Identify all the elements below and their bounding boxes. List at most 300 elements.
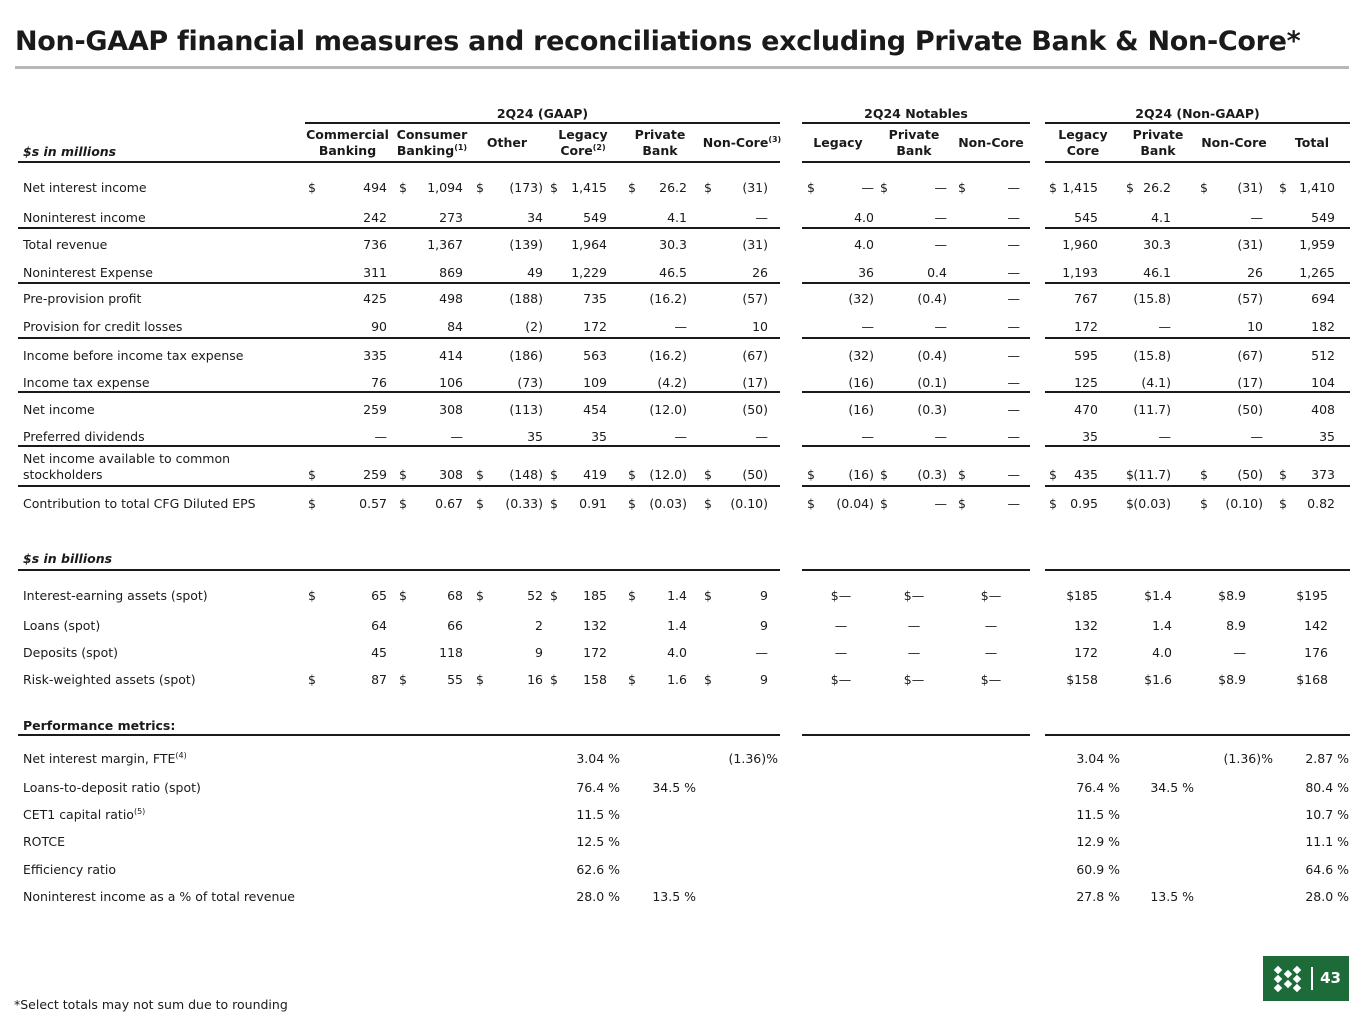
table-cell: 4.1: [1151, 210, 1171, 225]
table-cell: 419: [583, 467, 607, 482]
table-cell: (173): [509, 180, 543, 195]
table-cell: (31): [742, 180, 768, 195]
rule-after-noninterest-income-1: [802, 227, 1030, 229]
table-cell: 4.0: [854, 237, 874, 252]
table-cell: (1.36)%: [1223, 751, 1273, 766]
table-cell: 0.91: [579, 496, 607, 511]
dollar-sign: $: [1200, 180, 1208, 195]
dollar-sign: $: [550, 588, 558, 603]
table-cell: 767: [1074, 291, 1098, 306]
dollar-sign: $: [704, 467, 712, 482]
table-cell: —: [934, 210, 947, 225]
dollar-sign: $: [628, 180, 636, 195]
row-label: Net interest income: [23, 180, 147, 195]
table-cell: (31): [742, 237, 768, 252]
dollar-sign: $: [550, 467, 558, 482]
dollar-sign: $: [958, 467, 966, 482]
table-cell: (15.8): [1133, 348, 1171, 363]
table-cell: (67): [1237, 348, 1263, 363]
table-cell: 132: [1074, 618, 1098, 633]
table-cell: 4.0: [854, 210, 874, 225]
citizens-logo-icon: [1273, 965, 1303, 993]
table-cell: 34.5 %: [1150, 780, 1194, 795]
dollar-sign: $: [476, 467, 484, 482]
table-cell: 595: [1074, 348, 1098, 363]
dollar-sign: $: [807, 467, 815, 482]
group-nongaap-underline: [1045, 122, 1350, 124]
table-cell: —: [861, 429, 874, 444]
page-number: 43: [1320, 969, 1341, 987]
table-cell: 64.6 %: [1305, 862, 1349, 877]
table-cell: (16): [848, 467, 874, 482]
table-cell: (12.0): [649, 402, 687, 417]
table-cell: 76.4 %: [1076, 780, 1120, 795]
table-cell: 0.67: [435, 496, 463, 511]
table-cell: 34: [527, 210, 543, 225]
billions-header-rule-2: [1045, 569, 1350, 571]
table-cell: 1,410: [1299, 180, 1335, 195]
table-cell: (50): [742, 467, 768, 482]
table-cell: 46.1: [1143, 265, 1171, 280]
table-cell: 65: [371, 588, 387, 603]
table-cell: (31): [1237, 180, 1263, 195]
table-cell: 435: [1074, 467, 1098, 482]
col-notables-private-bank: Private Bank: [888, 127, 940, 158]
table-cell: $1.6: [1144, 672, 1172, 687]
table-cell: (0.10): [730, 496, 768, 511]
table-cell: (0.3): [917, 402, 947, 417]
table-cell: 1,415: [571, 180, 607, 195]
table-cell: $—: [903, 672, 925, 687]
table-cell: —: [1007, 467, 1020, 482]
col-notables-legacy: Legacy: [813, 135, 863, 150]
table-cell: (1.36)%: [728, 751, 778, 766]
units-billions-label: $s in billions: [23, 551, 113, 566]
table-cell: 52: [527, 588, 543, 603]
dollar-sign: $: [807, 180, 815, 195]
table-cell: 1.4: [667, 618, 687, 633]
col-ng-legacy-core: Legacy Core: [1058, 127, 1108, 158]
table-cell: 176: [1304, 645, 1328, 660]
table-cell: (73): [517, 375, 543, 390]
row-label-text: Noninterest income as a % of total revenue: [23, 889, 295, 904]
table-cell: —: [834, 645, 848, 660]
table-cell: 1,367: [427, 237, 463, 252]
table-cell: 512: [1311, 348, 1335, 363]
table-cell: 11.5 %: [576, 807, 620, 822]
table-cell: 28.0 %: [1305, 889, 1349, 904]
table-cell: 185: [583, 588, 607, 603]
col-other: Other: [486, 135, 528, 150]
rule-after-noninterest-expense-2: [1045, 282, 1350, 284]
table-cell: 12.9 %: [1076, 834, 1120, 849]
row-label: Total revenue: [23, 237, 108, 252]
dollar-sign: $: [1279, 180, 1287, 195]
rule-after-tax-0: [18, 391, 780, 393]
table-cell: 1,094: [427, 180, 463, 195]
dollar-sign: $: [308, 588, 316, 603]
dollar-sign: $: [880, 180, 888, 195]
table-cell: 0.82: [1307, 496, 1335, 511]
table-cell: 4.1: [667, 210, 687, 225]
dollar-sign: $: [628, 588, 636, 603]
table-cell: $8.9: [1218, 672, 1246, 687]
table-cell: —: [934, 496, 947, 511]
table-cell: (4.1): [1141, 375, 1171, 390]
table-cell: —: [984, 645, 998, 660]
table-cell: (0.10): [1225, 496, 1263, 511]
dollar-sign: $: [880, 496, 888, 511]
col-commercial-banking: Commercial Banking: [306, 127, 389, 158]
footnote-ref: (4): [175, 750, 187, 760]
table-cell: 1.4: [667, 588, 687, 603]
row-label: Noninterest Expense: [23, 265, 153, 280]
table-cell: 1,959: [1299, 237, 1335, 252]
table-cell: $158: [1066, 672, 1098, 687]
table-cell: 494: [363, 180, 387, 195]
billions-header-rule-1: [802, 569, 1030, 571]
table-cell: 35: [1319, 429, 1335, 444]
row-label: [23, 751, 187, 766]
dollar-sign: $: [308, 672, 316, 687]
table-cell: 4.0: [667, 645, 687, 660]
brand-logo: [1263, 956, 1349, 1001]
table-cell: 55: [447, 672, 463, 687]
table-cell: 172: [1074, 319, 1098, 334]
table-cell: 30.3: [659, 237, 687, 252]
table-cell: —: [1250, 429, 1263, 444]
table-cell: 3.04 %: [1076, 751, 1120, 766]
perf-header-rule-2: [1045, 734, 1350, 736]
rule-after-preferred-1: [802, 445, 1030, 447]
dollar-sign: $: [399, 496, 407, 511]
table-cell: 45: [371, 645, 387, 660]
group-notables: 2Q24 Notables: [864, 106, 968, 121]
table-cell: 132: [583, 618, 607, 633]
table-cell: 46.5: [659, 265, 687, 280]
dollar-sign: $: [628, 467, 636, 482]
units-label: $s in millions: [23, 144, 117, 159]
table-cell: —: [1007, 319, 1020, 334]
table-cell: (17): [1237, 375, 1263, 390]
row-label: [23, 834, 65, 849]
dollar-sign: $: [1126, 496, 1134, 511]
table-cell: 109: [583, 375, 607, 390]
table-cell: —: [755, 645, 768, 660]
table-cell: 694: [1311, 291, 1335, 306]
table-cell: —: [934, 237, 947, 252]
dollar-sign: $: [1126, 180, 1134, 195]
table-cell: (50): [742, 402, 768, 417]
col-ng-non-core: Non-Core: [1201, 135, 1267, 150]
table-cell: 11.1 %: [1305, 834, 1349, 849]
table-cell: (32): [848, 291, 874, 306]
row-label: Noninterest income: [23, 210, 146, 225]
group-notables-underline: [802, 122, 1030, 124]
dollar-sign: $: [308, 496, 316, 511]
rule-after-tax-1: [802, 391, 1030, 393]
dollar-sign: $: [880, 467, 888, 482]
table-cell: 308: [439, 402, 463, 417]
table-cell: 9: [760, 588, 768, 603]
table-cell: 4.0: [1152, 645, 1172, 660]
dollar-sign: $: [1279, 496, 1287, 511]
table-cell: 35: [591, 429, 607, 444]
logo-separator: [1311, 967, 1313, 990]
table-cell: (16): [848, 402, 874, 417]
table-cell: 66: [447, 618, 463, 633]
row-label-text: Efficiency ratio: [23, 862, 117, 877]
table-cell: —: [1250, 210, 1263, 225]
dollar-sign: $: [628, 672, 636, 687]
table-cell: 10: [752, 319, 768, 334]
table-cell: 0.57: [359, 496, 387, 511]
table-cell: (0.33): [505, 496, 543, 511]
table-cell: 76: [371, 375, 387, 390]
table-cell: $—: [830, 672, 852, 687]
table-cell: 1,229: [571, 265, 607, 280]
col-private-bank: Private Bank: [634, 127, 686, 158]
table-cell: (139): [509, 237, 543, 252]
table-cell: (148): [509, 467, 543, 482]
table-cell: —: [1007, 402, 1020, 417]
table-cell: —: [1233, 645, 1246, 660]
table-cell: 0.4: [927, 265, 947, 280]
dollar-sign: $: [1049, 496, 1057, 511]
table-cell: 36: [858, 265, 874, 280]
dollar-sign: $: [704, 672, 712, 687]
table-cell: 10.7 %: [1305, 807, 1349, 822]
table-cell: 9: [535, 645, 543, 660]
row-label-text: Net interest margin, FTE: [23, 751, 176, 766]
table-cell: $—: [980, 672, 1002, 687]
rule-after-available-1: [802, 485, 1030, 487]
col-legacy-core: Legacy Core$^{(2)}$: [558, 127, 608, 158]
rule-after-available-0: [18, 485, 780, 487]
table-cell: 182: [1311, 319, 1335, 334]
table-cell: (16): [848, 375, 874, 390]
rule-after-provision-2: [1045, 337, 1350, 339]
table-cell: (11.7): [1133, 467, 1171, 482]
dollar-sign: $: [958, 180, 966, 195]
footnote-ref: (5): [133, 806, 146, 816]
table-cell: —: [907, 645, 921, 660]
table-cell: (57): [742, 291, 768, 306]
perf-header-rule-1: [802, 734, 1030, 736]
table-cell: 26: [752, 265, 768, 280]
dollar-sign: $: [1279, 467, 1287, 482]
table-cell: 273: [439, 210, 463, 225]
row-label: Pre-provision profit: [23, 291, 142, 306]
table-cell: —: [1007, 265, 1020, 280]
table-cell: 9: [760, 672, 768, 687]
header-rule-0: [18, 161, 780, 163]
table-cell: $195: [1296, 588, 1328, 603]
table-cell: 125: [1074, 375, 1098, 390]
table-cell: (0.4): [917, 348, 947, 363]
table-cell: 373: [1311, 467, 1335, 482]
table-cell: $—: [980, 588, 1002, 603]
performance-metrics-label: Performance metrics:: [23, 718, 176, 733]
table-cell: (186): [509, 348, 543, 363]
dollar-sign: $: [704, 588, 712, 603]
col-ng-total: Total: [1294, 135, 1330, 150]
rule-after-preferred-2: [1045, 445, 1350, 447]
table-cell: 26.2: [1143, 180, 1171, 195]
row-label: Net income: [23, 402, 95, 417]
table-cell: 335: [363, 348, 387, 363]
dollar-sign: $: [476, 588, 484, 603]
header-rule-2: [1045, 161, 1350, 163]
table-cell: —: [755, 429, 768, 444]
dollar-sign: $: [1126, 467, 1134, 482]
table-cell: $1.4: [1144, 588, 1172, 603]
table-cell: (50): [1237, 402, 1263, 417]
dollar-sign: $: [1200, 467, 1208, 482]
table-cell: $168: [1296, 672, 1328, 687]
table-cell: 26.2: [659, 180, 687, 195]
table-cell: (32): [848, 348, 874, 363]
table-cell: 142: [1304, 618, 1328, 633]
dollar-sign: $: [308, 180, 316, 195]
table-cell: 172: [583, 319, 607, 334]
table-cell: (12.0): [649, 467, 687, 482]
table-cell: 549: [583, 210, 607, 225]
table-cell: —: [1007, 496, 1020, 511]
rule-after-provision-1: [802, 337, 1030, 339]
table-cell: 13.5 %: [652, 889, 696, 904]
table-cell: 1,265: [1299, 265, 1335, 280]
dollar-sign: $: [807, 496, 815, 511]
table-cell: —: [1007, 429, 1020, 444]
table-cell: —: [1158, 429, 1171, 444]
table-cell: (31): [1237, 237, 1263, 252]
row-label: Contribution to total CFG Diluted EPS: [23, 496, 256, 511]
table-cell: $8.9: [1218, 588, 1246, 603]
table-cell: 425: [363, 291, 387, 306]
table-cell: (0.03): [1133, 496, 1171, 511]
title-divider: [15, 66, 1349, 69]
row-label: Income before income tax expense: [23, 348, 244, 363]
row-label: Income tax expense: [23, 375, 150, 390]
table-cell: 1,960: [1062, 237, 1098, 252]
row-label: Provision for credit losses: [23, 319, 183, 334]
table-cell: (0.04): [836, 496, 874, 511]
table-cell: 869: [439, 265, 463, 280]
dollar-sign: $: [550, 180, 558, 195]
table-cell: 470: [1074, 402, 1098, 417]
table-cell: 454: [583, 402, 607, 417]
table-cell: $—: [903, 588, 925, 603]
table-cell: 27.8 %: [1076, 889, 1120, 904]
table-cell: —: [1007, 237, 1020, 252]
table-cell: 118: [439, 645, 463, 660]
table-cell: 498: [439, 291, 463, 306]
table-cell: 35: [1082, 429, 1098, 444]
table-cell: 64: [371, 618, 387, 633]
table-cell: 408: [1311, 402, 1335, 417]
table-cell: 10: [1247, 319, 1263, 334]
row-label-text: Loans-to-deposit ratio (spot): [23, 780, 201, 795]
table-cell: (17): [742, 375, 768, 390]
table-cell: (0.3): [917, 467, 947, 482]
table-cell: 0.95: [1070, 496, 1098, 511]
table-cell: 49: [527, 265, 543, 280]
table-cell: 26: [1247, 265, 1263, 280]
footnote: *Select totals may not sum due to rounding: [14, 997, 288, 1012]
row-label: Interest-earning assets (spot): [23, 588, 208, 603]
group-nongaap: 2Q24 (Non-GAAP): [1135, 106, 1260, 121]
row-label: Risk-weighted assets (spot): [23, 672, 196, 687]
table-cell: 736: [363, 237, 387, 252]
table-cell: 158: [583, 672, 607, 687]
dollar-sign: $: [550, 496, 558, 511]
table-cell: 62.6 %: [576, 862, 620, 877]
row-label: [23, 889, 295, 904]
table-cell: (11.7): [1133, 402, 1171, 417]
col-ng-private-bank: Private Bank: [1132, 127, 1184, 158]
table-cell: —: [984, 618, 998, 633]
perf-header-rule-0: [18, 734, 780, 736]
group-gaap: 2Q24 (GAAP): [496, 106, 589, 121]
table-cell: —: [1007, 291, 1020, 306]
dollar-sign: $: [550, 672, 558, 687]
table-cell: 8.9: [1226, 618, 1246, 633]
table-cell: 259: [363, 467, 387, 482]
table-cell: $185: [1066, 588, 1098, 603]
dollar-sign: $: [628, 496, 636, 511]
rule-after-noninterest-expense-0: [18, 282, 780, 284]
table-cell: —: [1007, 348, 1020, 363]
table-cell: (4.2): [657, 375, 687, 390]
dollar-sign: $: [704, 496, 712, 511]
dollar-sign: $: [476, 496, 484, 511]
table-cell: 172: [583, 645, 607, 660]
table-cell: —: [1007, 375, 1020, 390]
table-cell: (16.2): [649, 348, 687, 363]
table-cell: 16: [527, 672, 543, 687]
billions-header-rule-0: [18, 569, 780, 571]
table-cell: 563: [583, 348, 607, 363]
table-cell: —: [674, 319, 687, 334]
table-cell: (57): [1237, 291, 1263, 306]
dollar-sign: $: [1049, 467, 1057, 482]
table-cell: 30.3: [1143, 237, 1171, 252]
col-non-core: Non-Core$^{(3)}$: [702, 134, 782, 150]
table-cell: —: [834, 618, 848, 633]
table-cell: —: [934, 180, 947, 195]
table-cell: 735: [583, 291, 607, 306]
table-cell: 84: [447, 319, 463, 334]
table-cell: (0.03): [649, 496, 687, 511]
col-notables-non-core: Non-Core: [958, 135, 1024, 150]
dollar-sign: $: [1049, 180, 1057, 195]
rule-after-noninterest-expense-1: [802, 282, 1030, 284]
dollar-sign: $: [399, 467, 407, 482]
dollar-sign: $: [958, 496, 966, 511]
table-cell: (16.2): [649, 291, 687, 306]
row-label: Net income available to common: [23, 451, 231, 466]
table-cell: 549: [1311, 210, 1335, 225]
row-label: [23, 807, 145, 822]
table-cell: (67): [742, 348, 768, 363]
table-cell: 28.0 %: [576, 889, 620, 904]
table-cell: 104: [1311, 375, 1335, 390]
table-cell: 242: [363, 210, 387, 225]
rule-after-available-2: [1045, 485, 1350, 487]
table-cell: (188): [509, 291, 543, 306]
table-cell: (0.4): [917, 291, 947, 306]
